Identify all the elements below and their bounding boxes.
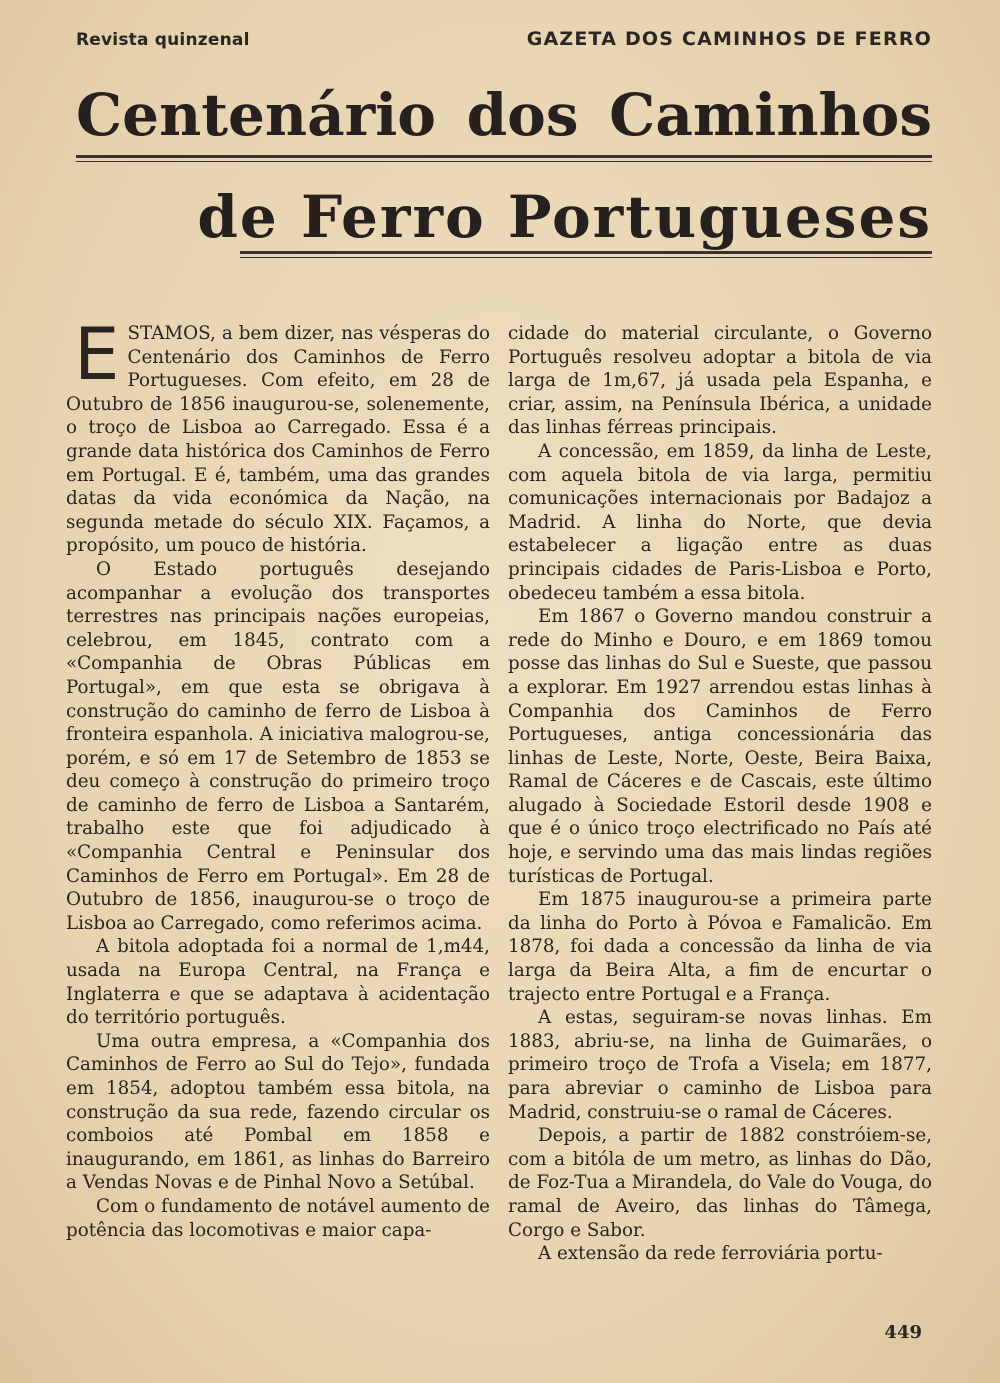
paragraph: Uma outra empresa, a «Companhia dos Caminhos de Ferro ao Sul do Tejo», fundada em 1854, adoptou também essa bitola, na construção da sua rede, fazendo circular os comboios até Pombal em 1858 e inaugurando, em 1861, as linhas do Barreiro a Vendas Novas e de Pinhal Novo a Setúbal.	[66, 1030, 490, 1194]
title-rule-top-thin	[76, 161, 932, 162]
title-rule-top	[76, 155, 932, 158]
paragraph: Em 1867 o Governo mandou construir a rede do Minho e Douro, e em 1869 tomou posse das linhas do Sul e Sueste, que passou a explorar. Em 1927 arrendou estas linhas à Companhia dos Caminhos de Ferro Portugueses, antiga concessionária das linhas de Leste, Norte, Oeste, Beira Baixa, Ramal de Cáceres e de Cascais, este último alugado à Sociedade Estoril desde 1908 e que é o único troço electrificado no País até hoje, e servindo uma das mais lindas regiões turísticas de Portugal.	[508, 606, 932, 887]
column-left	[66, 312, 490, 1282]
paragraph: A bitola adoptada foi a normal de 1,m44, usada na Europa Central, na França e Inglaterra e que se adaptava à acidentação do território português.	[66, 936, 490, 1029]
title-rule-bottom	[240, 251, 932, 254]
paragraph: A extensão da rede ferroviária portu-	[538, 1243, 883, 1265]
paragraph: Depois, a partir de 1882 constróiem-se, com a bitóla de um metro, as linhas do Dão, de Foz-Tua a Mirandela, do Vale do Vouga, do ramal de Aveiro, das linhas do Tâmega, Corgo e Sabor.	[508, 1125, 932, 1241]
publication-name: GAZETA DOS CAMINHOS DE FERRO	[526, 28, 932, 50]
title-rule-bottom-thin	[240, 257, 932, 258]
masthead	[76, 28, 932, 50]
paragraph	[66, 312, 490, 558]
page-number: 449	[884, 1322, 922, 1343]
title-word: Caminhos	[609, 81, 932, 149]
paragraph: O Estado português desejando acompanhar a evolução dos transportes terrestres nas principais nações europeias, celebrou, em 1845, contrato com a «Companhia de Obras Públicas em Portugal», em que esta se obrigava à construção do caminho de ferro de Lisboa à fronteira espanhola. A iniciativa malogrou-se, porém, e só em 17 de Setembro de 1853 se deu começo à construção do primeiro troço de caminho de ferro de Lisboa a Santarém, trabalho este que foi adjudicado à «Companhia Central e Peninsular dos Caminhos de Ferro em Portugal». Em 28 de Outubro de 1856, inaugurou-se o troço de Lisboa ao Carregado, como referimos acima.	[66, 558, 490, 934]
publication-frequency: Revista quinzenal	[76, 30, 250, 50]
column-right	[508, 322, 932, 1282]
paragraph-continued: cidade do material circulante, o Governo Português resolveu adoptar a bitola de via larga de 1m,67, já usada pela Espanha, e criar, assim, na Península Ibérica, a unidade das linhas férreas principais.	[508, 323, 932, 439]
paragraph: A estas, seguiram-se novas linhas. Em 1883, abriu-se, na linha de Guimarães, o primeiro troço de Trofa a Visela; em 1877, para abreviar o caminho de Lisboa para Madrid, construiu-se o ramal de Cáceres.	[508, 1007, 932, 1123]
title-word: dos	[466, 81, 579, 149]
paragraph: Com o fundamento de notável aumento de potência das locomotivas e maior capa-	[66, 1195, 490, 1241]
paragraph: A concessão, em 1859, da linha de Leste, com aquela bitola de via larga, permitiu comunicações internacionais por Badajoz a Madrid. A linha do Norte, que devia estabelecer a ligação entre as duas principais cidades de Paris-Lisboa e Porto, obedeceu também a essa bitola.	[508, 440, 932, 604]
paragraph: Em 1875 inaugurou-se a primeira parte da linha do Porto à Póvoa e Famalicão. Em 1878, foi dada a concessão da linha de via larga da Beira Alta, a fim de encurtar o trajecto entre Portugal e a França.	[508, 889, 932, 1005]
article-body	[66, 312, 932, 1282]
paragraph-text: STAMOS, a bem dizer, nas vésperas do Centenário dos Caminhos de Ferro Portugueses. Com efeito, em 28 de Outubro de 1856 inaugurou-se, solenemente, o troço de Lisboa ao Carregado. Essa é a grande data histórica dos Caminhos de Ferro em Portugal. E é, também, uma das grandes datas da vida económica da Nação, na segunda metade do século XIX. Façamos, a propósito, um pouco de história.	[66, 323, 490, 557]
drop-cap: E	[74, 312, 120, 396]
title-word: Centenário	[76, 81, 436, 149]
article-title-line-1	[76, 81, 932, 149]
article-title-line-2: de Ferro Portugueses	[197, 183, 932, 251]
